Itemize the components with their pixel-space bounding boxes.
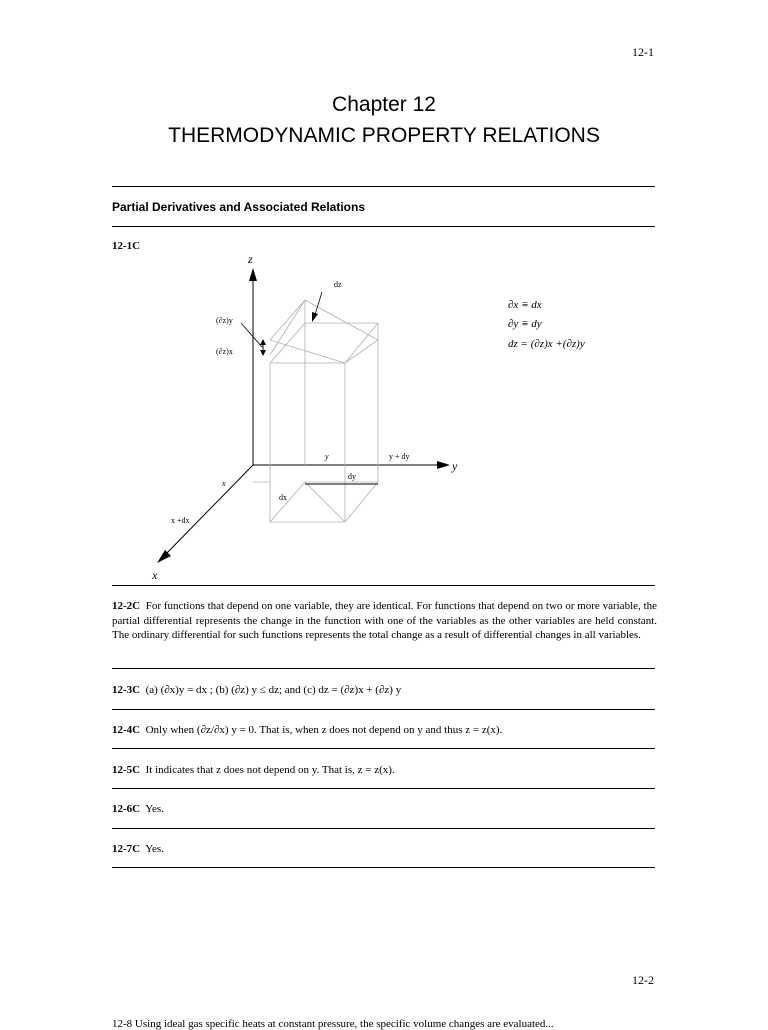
divider	[112, 867, 655, 868]
problem-text: Yes.	[145, 803, 164, 815]
problem-text: For functions that depend on one variable, they are identical. For functions that depend on two or more variable, the partial differential represents the change in the function with one of the variables as the other variables are held constant. The ordinary differential for such functions represents the total change as a result of differential changes in all variables.	[112, 600, 658, 642]
divider	[112, 748, 655, 749]
problem-12-5c	[112, 763, 657, 778]
dzy-pointer	[241, 323, 262, 347]
dz-x-label: (∂z)x	[216, 347, 233, 356]
divider	[112, 668, 655, 669]
divider	[112, 828, 655, 829]
problem-text: It indicates that z does not depend on y. That is, z = z(x).	[145, 764, 395, 776]
z-axis-arrow	[249, 268, 257, 281]
problem-label: 12-3C	[112, 684, 141, 696]
problem-12-6c	[112, 802, 657, 817]
problem-12-2c	[112, 599, 657, 643]
equation-dy: ∂y ≡ dy	[508, 318, 542, 330]
tick-y-label: y	[325, 452, 329, 461]
z-axis-label: z	[248, 252, 253, 266]
tick-x-label: x	[222, 479, 226, 488]
problem-text: Yes.	[145, 843, 164, 855]
problem-label: 12-5C	[112, 764, 141, 776]
problem-text: Only when (∂z/∂x) y = 0. That is, when z does not depend on y and thus z = z(x).	[145, 724, 503, 736]
tick-x-dx-label: x +dx	[171, 516, 190, 525]
problem-label: 12-4C	[112, 724, 141, 736]
problem-text: (a) (∂x)y = dx ; (b) (∂z) y ≤ dz; and (c) dz = (∂z)x + (∂z) y	[145, 684, 402, 696]
x-axis-arrow	[157, 550, 171, 563]
problem-12-4c	[112, 723, 657, 738]
divider	[112, 709, 655, 710]
chapter-heading: Chapter 12	[332, 93, 436, 116]
equation-dz: dz = (∂z)x +(∂z)y	[508, 338, 585, 350]
problem-12-3c	[112, 683, 657, 698]
problem-12-7c	[112, 842, 657, 857]
problem-label: 12-6C	[112, 803, 141, 815]
dy-label: dy	[348, 472, 356, 481]
y-axis-label: y	[452, 459, 458, 473]
dzx-arrow-bottom	[260, 350, 266, 356]
surface-patch	[253, 300, 378, 522]
dz-label: dz	[334, 280, 342, 289]
section-heading: Partial Derivatives and Associated Relations	[112, 200, 365, 214]
divider	[112, 788, 655, 789]
dz-pointer-head	[312, 312, 318, 322]
y-axis-arrow	[437, 461, 450, 469]
x-axis-line	[164, 465, 253, 556]
cutoff-text: 12-8 Using ideal gas specific heats at constant pressure, the specific volume changes are evaluated...	[112, 1018, 554, 1030]
page-number-bottom: 12-2	[632, 973, 654, 987]
problem-label: 12-2C	[112, 600, 141, 612]
dzx-arrow-top	[260, 339, 266, 345]
page-number-top: 12-1	[632, 45, 654, 59]
dx-label: dx	[279, 493, 287, 502]
x-axis-label: x	[152, 568, 158, 582]
divider	[112, 585, 655, 586]
equation-dx: ∂x ≡ dx	[508, 299, 542, 311]
tick-y-dy-label: y + dy	[389, 452, 410, 461]
dz-y-label: (∂z)y	[216, 316, 233, 325]
chapter-title: THERMODYNAMIC PROPERTY RELATIONS	[168, 124, 600, 147]
problem-label: 12-7C	[112, 843, 141, 855]
problem-label: 12-1C	[112, 240, 141, 252]
